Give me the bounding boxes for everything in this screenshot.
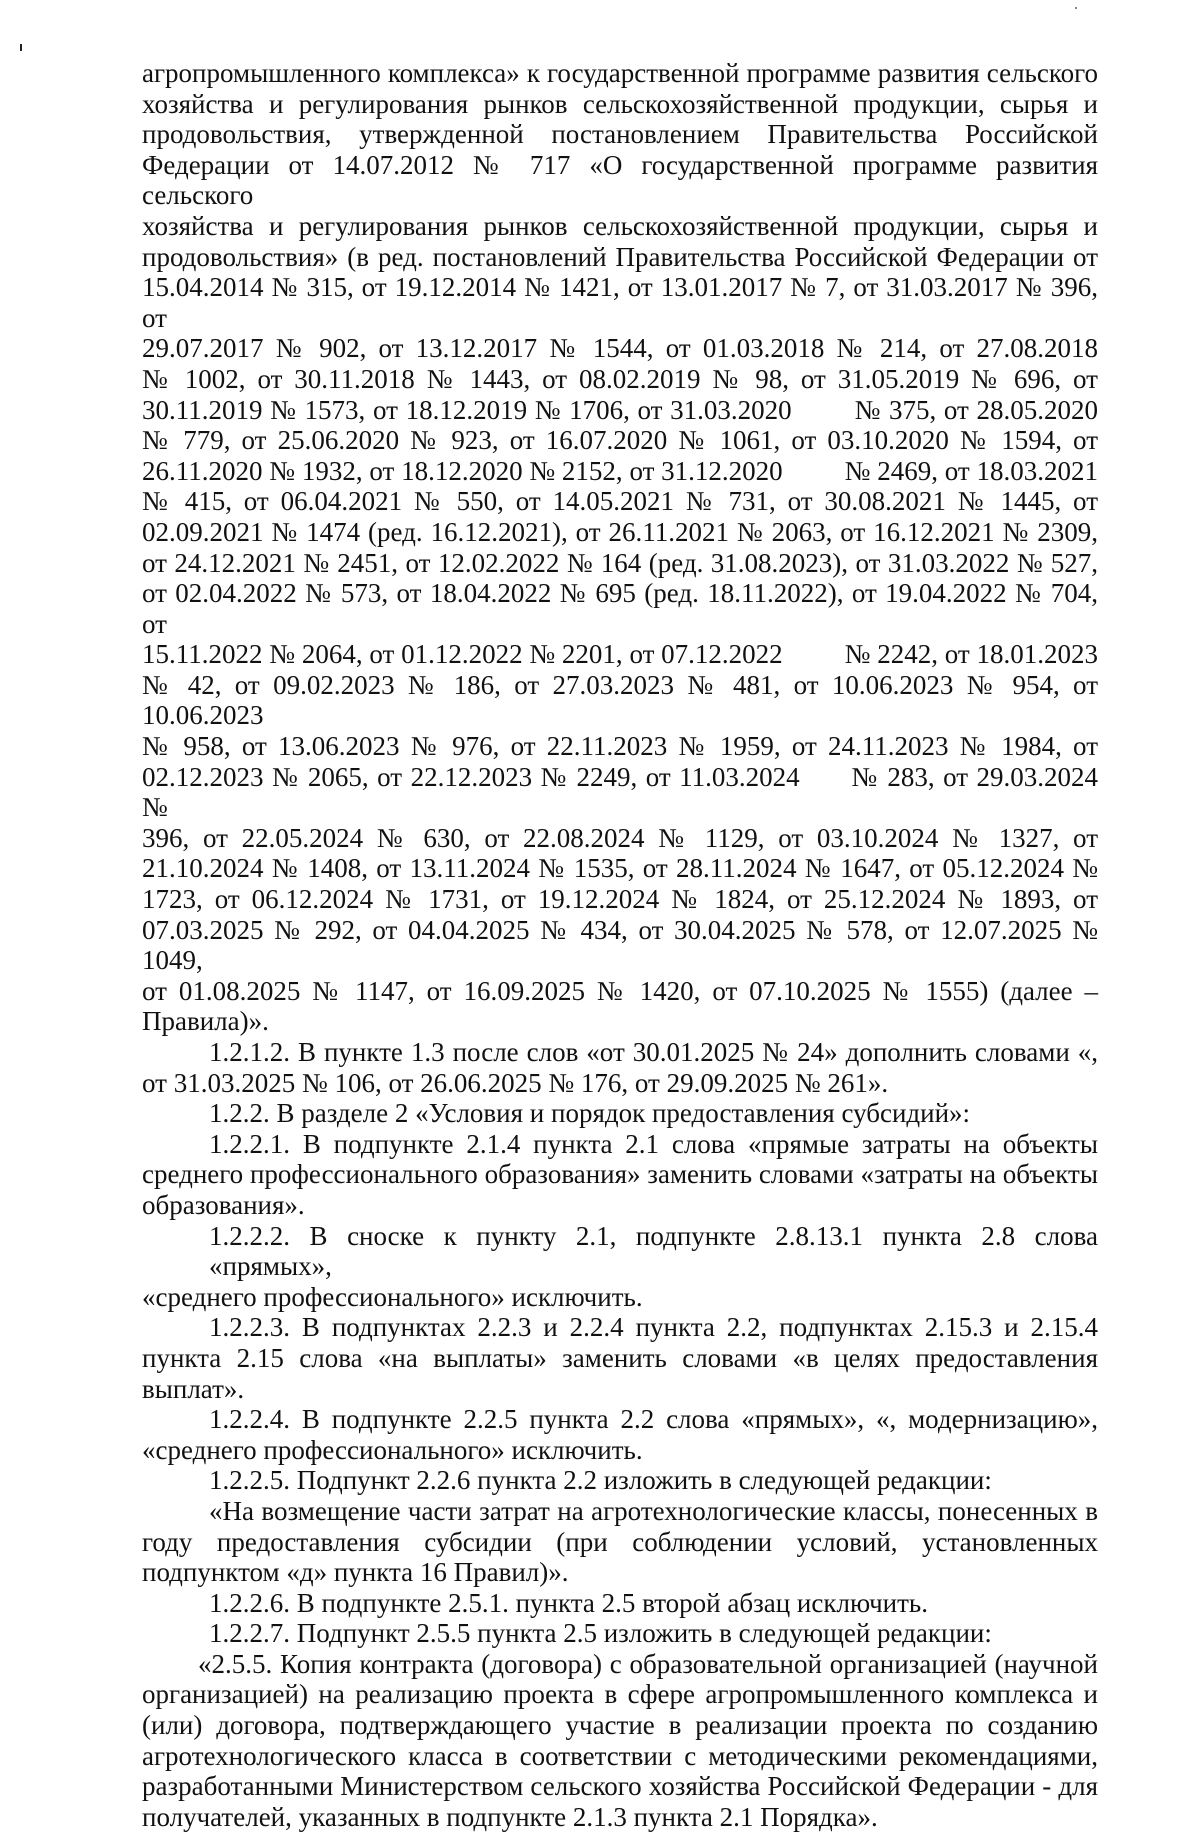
text-line xyxy=(142,456,1098,487)
text-line: 1.2.2.3. В подпунктах 2.2.3 и 2.2.4 пункта 2.2, подпунктах 2.15.3 и 2.15.4 xyxy=(209,1312,1098,1343)
text-line: № 1002, от 30.11.2018 № 1443, от 08.02.2019 № 98, от 31.05.2019 № 696, от xyxy=(142,363,1098,394)
text-segment: 02.12.2023 № 2065, от 22.12.2023 № 2249, от 11.03.2024 xyxy=(142,761,800,792)
text-line xyxy=(142,762,1098,823)
text-line: Федерации от 14.07.2012 № 717 «О государственной программе развития сельского xyxy=(142,149,1098,211)
text-line: агротехнологического класса в соответствии с методическими рекомендациями, xyxy=(142,1740,1098,1771)
text-line: хозяйства и регулирования рынков сельскохозяйственной продукции, сырья и xyxy=(142,210,1098,241)
text-segment: 26.11.2020 № 1932, от 18.12.2020 № 2152, от 31.12.2020 xyxy=(142,455,783,486)
text-line: 21.10.2024 № 1408, от 13.11.2024 № 1535, от 28.11.2024 № 1647, от 05.12.2024 № xyxy=(142,853,1098,884)
text-line: 1.2.1.2. В пункте 1.3 после слов «от 30.01.2025 № 24» дополнить словами «, xyxy=(209,1037,1098,1067)
scan-mark-right xyxy=(1075,7,1077,9)
text-segment: № 375, от 28.05.2020 xyxy=(853,394,1098,425)
text-line: пункта 2.15 слова «на выплаты» заменить словами «в целях предоставления xyxy=(142,1342,1098,1373)
text-line: 15.04.2014 № 315, от 19.12.2014 № 1421, от 13.01.2017 № 7, от 31.03.2017 № 396, от xyxy=(142,272,1098,333)
scan-mark-left xyxy=(20,44,22,51)
text-line: от 24.12.2021 № 2451, от 12.02.2022 № 164 (ред. 31.08.2023), от 31.03.2022 № 527, xyxy=(142,547,1098,578)
text-line: 1.2.2.7. Подпункт 2.5.5 пункта 2.5 изложить в следующей редакции: xyxy=(209,1618,992,1649)
text-line: образования». xyxy=(142,1189,305,1220)
text-line: № 42, от 09.02.2023 № 186, от 27.03.2023 № 481, от 10.06.2023 № 954, от 10.06.2023 xyxy=(142,669,1098,731)
text-line: 1723, от 06.12.2024 № 1731, от 19.12.2024 № 1824, от 25.12.2024 № 1893, от xyxy=(142,884,1098,915)
text-segment: 15.11.2022 № 2064, от 01.12.2022 № 2201, от 07.12.2022 xyxy=(142,639,783,670)
text-line: «2.5.5. Копия контракта (договора) с образовательной организацией (научной xyxy=(198,1648,1098,1679)
text-line: 07.03.2025 № 292, от 04.04.2025 № 434, от 30.04.2025 № 578, от 12.07.2025 № 1049, xyxy=(142,914,1098,976)
text-line xyxy=(142,395,1098,426)
text-line: № 415, от 06.04.2021 № 550, от 14.05.2021 № 731, от 30.08.2021 № 1445, от xyxy=(142,486,1098,517)
text-line: среднего профессионального образования» заменить словами «затраты на объекты xyxy=(142,1159,1098,1190)
text-segment: 30.11.2019 № 1573, от 18.12.2019 № 1706, от 31.03.2020 xyxy=(142,394,792,425)
text-line: 1.2.2. В разделе 2 «Условия и порядок предоставления субсидий»: xyxy=(209,1098,971,1129)
text-line: 29.07.2017 № 902, от 13.12.2017 № 1544, от 01.03.2018 № 214, от 27.08.2018 xyxy=(142,333,1098,364)
text-line: «среднего профессионального» исключить. xyxy=(142,1281,643,1312)
text-line: 396, от 22.05.2024 № 630, от 22.08.2024 № 1129, от 03.10.2024 № 1327, от xyxy=(142,822,1098,853)
text-line: организацией) на реализацию проекта в сфере агропромышленного комплекса и xyxy=(142,1679,1098,1710)
text-line: выплат». xyxy=(142,1373,245,1404)
text-line: № 958, от 13.06.2023 № 976, от 22.11.2023 № 1959, от 24.11.2023 № 1984, от xyxy=(142,731,1098,762)
text-line: от 02.04.2022 № 573, от 18.04.2022 № 695 (ред. 18.11.2022), от 19.04.2022 № 704, от xyxy=(142,578,1098,639)
text-line: 1.2.2.4. В подпункте 2.2.5 пункта 2.2 слова «прямых», «, модернизацию», xyxy=(209,1404,1098,1435)
text-line: году предоставления субсидии (при соблюдении условий, установленных xyxy=(142,1526,1098,1557)
text-line: хозяйства и регулирования рынков сельскохозяйственной продукции, сырья и xyxy=(142,88,1098,119)
text-line: Правила)». xyxy=(142,1006,269,1037)
text-line: получателей, указанных в подпункте 2.1.3 пункта 2.1 Порядка». xyxy=(142,1801,878,1832)
text-line: агропромышленного комплекса» к государственной программе развития сельского xyxy=(142,58,1098,88)
text-line: «среднего профессионального» исключить. xyxy=(142,1434,643,1465)
text-line: от 01.08.2025 № 1147, от 16.09.2025 № 1420, от 07.10.2025 № 1555) (далее – xyxy=(142,975,1098,1006)
text-line: разработанными Министерством сельского хозяйства Российской Федерации - для xyxy=(142,1771,1098,1802)
text-line: 1.2.2.2. В сноске к пункту 2.1, подпункте 2.8.13.1 пункта 2.8 слова «прямых», xyxy=(209,1220,1098,1282)
text-segment: № 2242, от 18.01.2023 xyxy=(844,639,1098,670)
text-line: 1.2.2.5. Подпункт 2.2.6 пункта 2.2 изложить в следующей редакции: xyxy=(209,1465,992,1496)
text-line: 1.2.2.6. В подпункте 2.5.1. пункта 2.5 второй абзац исключить. xyxy=(209,1587,928,1618)
text-line xyxy=(142,639,1098,670)
text-line: № 779, от 25.06.2020 № 923, от 16.07.2020 № 1061, от 03.10.2020 № 1594, от xyxy=(142,425,1098,456)
text-segment: № 2469, от 18.03.2021 xyxy=(844,455,1098,486)
text-line: продовольствия, утвержденной постановлением Правительства Российской xyxy=(142,119,1098,150)
text-line: (или) договора, подтверждающего участие в реализации проекта по созданию xyxy=(142,1710,1098,1741)
text-line: «На возмещение части затрат на агротехнологические классы, понесенных в xyxy=(209,1495,1098,1526)
text-line: подпунктом «д» пункта 16 Правил)». xyxy=(142,1557,569,1588)
text-segment: № 283, от 29.03.2024 № xyxy=(142,761,1098,823)
text-line: продовольствия» (в ред. постановлений Правительства Российской Федерации от xyxy=(142,241,1098,272)
text-line: от 31.03.2025 № 106, от 26.06.2025 № 176, от 29.09.2025 № 261». xyxy=(142,1067,889,1098)
text-line: 1.2.2.1. В подпункте 2.1.4 пункта 2.1 слова «прямые затраты на объекты xyxy=(209,1128,1098,1159)
document-page xyxy=(142,58,1098,1832)
text-line: 02.09.2021 № 1474 (ред. 16.12.2021), от 26.11.2021 № 2063, от 16.12.2021 № 2309, xyxy=(142,516,1098,547)
